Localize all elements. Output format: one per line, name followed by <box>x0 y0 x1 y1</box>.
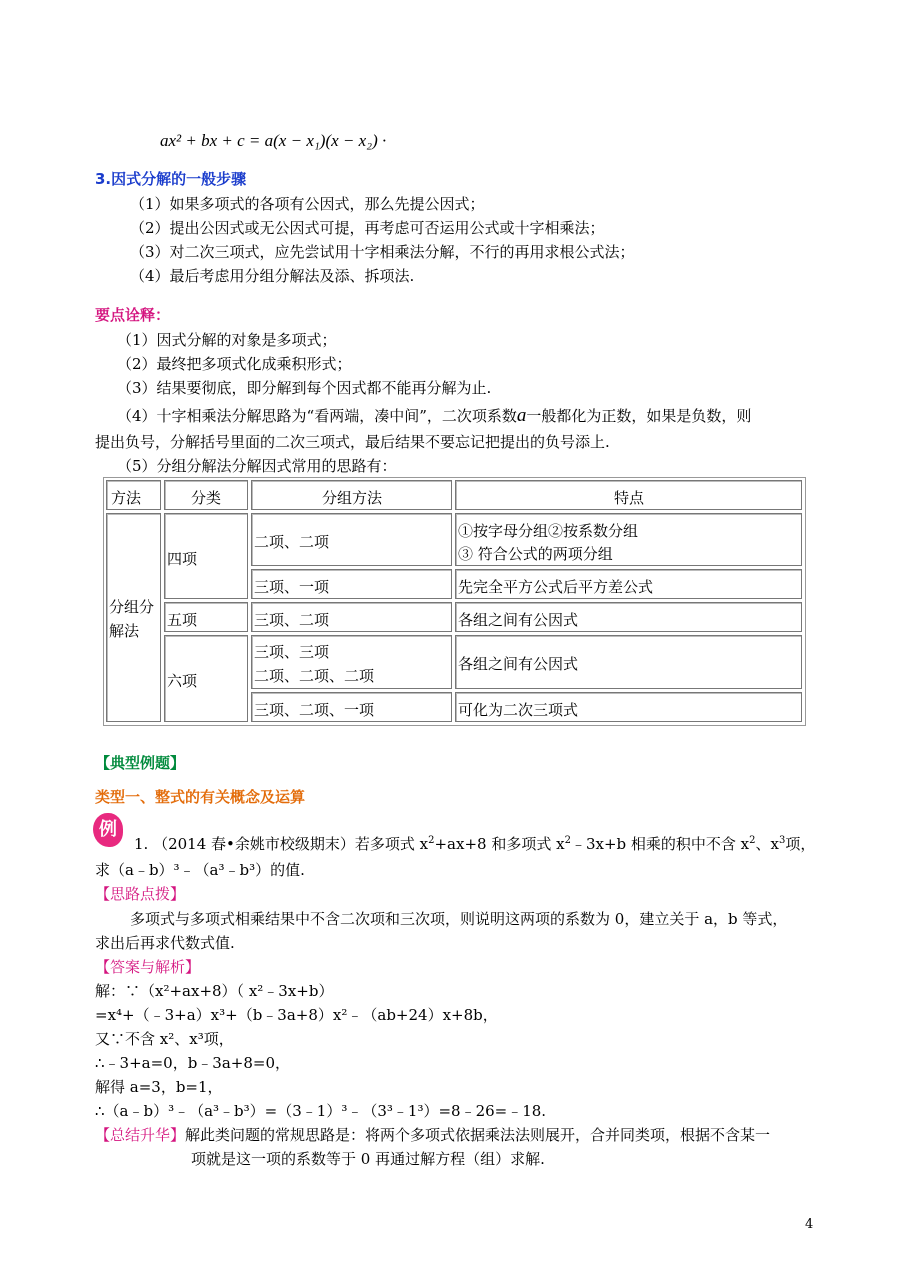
example-badge: 例 <box>93 813 123 847</box>
row3-feature: 各组之间有公因式 <box>455 602 802 632</box>
grouping-method-table <box>103 477 806 726</box>
row1-feature: ①按字母分组②按系数分组 ③ 符合公式的两项分组 <box>455 513 802 566</box>
row1-group: 二项、二项 <box>251 513 452 566</box>
row4-group: 三项、三项 二项、二项、二项 <box>251 635 452 689</box>
formula-body: ax² + bx + c = a(x − x₁)(x − x₂) <box>160 131 378 150</box>
header-category: 分类 <box>164 480 248 510</box>
row2-group: 三项、一项 <box>251 569 452 599</box>
note-5: （5）分组分解法分解因式常用的思路有： <box>117 457 397 475</box>
step-3: （3）对二次三项式，应先尝试用十字相乘法分解，不行的再用求根公式法； <box>130 243 635 261</box>
step-1: （1）如果多项式的各项有公因式，那么先提公因式； <box>130 195 485 213</box>
note-4-part-a: （4）十字相乘法分解思路为“看两端，凑中间”，二次项系数 <box>117 407 517 425</box>
note-4-part-b: 一般都化为正数，如果是负数，则 <box>526 407 752 425</box>
solution-line1: 解：∵（x²+ax+8）（ x²﹣3x+b） <box>95 982 334 1000</box>
row2-feature: 先完全平方公式后平方差公式 <box>455 569 802 599</box>
step-2: （2）提出公因式或无公因式可提，再考虑可否运用公式或十字相乘法； <box>130 219 605 237</box>
question-line2: 求（a﹣b）³﹣（a³﹣b³）的值. <box>95 861 305 879</box>
category-five-terms: 五项 <box>164 602 248 632</box>
solution-line3: 又∵不含 x²、x³项， <box>95 1030 234 1048</box>
row5-feature: 可化为二次三项式 <box>455 692 802 722</box>
hint-title: 【思路点拨】 <box>95 885 186 903</box>
category-four-terms: 四项 <box>164 513 248 599</box>
method-cell: 分组分 解法 <box>106 513 161 722</box>
question-line1: 1. （2014 春•余姚市校级期末）若多项式 $x^2+ax+8$ 和多项式 $x^2﹣3x+b$ 相乘的积中不含 $x^2$、$x^3$项， <box>134 835 816 853</box>
header-method: 方法 <box>106 480 161 510</box>
note-4-line1 <box>117 405 751 427</box>
row3-group: 三项、二项 <box>251 602 452 632</box>
hint-line1: 多项式与多项式相乘结果中不含二次项和三次项，则说明这两项的系数为 0，建立关于 a，b 等式， <box>130 910 788 928</box>
hint-line2: 求出后再求代数式值. <box>95 934 235 952</box>
answer-title: 【答案与解析】 <box>95 958 201 976</box>
note-1: （1）因式分解的对象是多项式； <box>117 331 337 349</box>
header-feature: 特点 <box>455 480 802 510</box>
q-part-4: 、x <box>755 835 779 853</box>
solution-line5: 解得 a=3，b=1， <box>95 1078 223 1096</box>
typical-examples-heading: 【典型例题】 <box>95 754 186 772</box>
q-part-3: ﹣3x+b 相乘的积中不含 x <box>570 835 750 853</box>
solution-line4: ∴﹣3+a=0，b﹣3a+8=0， <box>95 1054 291 1072</box>
coefficient-a: a <box>516 405 527 426</box>
note-4-line2: 提出负号，分解括号里面的二次三项式，最后结果不要忘记把提出的负号添上. <box>95 433 610 451</box>
row5-group: 三项、二项、一项 <box>251 692 452 722</box>
page-number: 4 <box>805 1217 814 1232</box>
formula-tail: · <box>382 131 387 150</box>
solution-line2: =x⁴+（﹣3+a）x³+（b﹣3a+8）x²﹣（ab+24）x+8b， <box>95 1006 498 1024</box>
row4-feature: 各组之间有公因式 <box>455 635 802 689</box>
category-six-terms: 六项 <box>164 635 248 722</box>
summary-title: 【总结升华】 <box>95 1126 186 1144</box>
q-part-5: 项， <box>785 835 816 853</box>
notes-title: 要点诠释： <box>95 306 171 324</box>
q-part-1: 1. （2014 春•余姚市校级期末）若多项式 x <box>134 835 429 853</box>
section-3-title: 3.因式分解的一般步骤 <box>95 170 247 188</box>
q-part-2: +ax+8 和多项式 x <box>434 835 565 853</box>
header-grouping: 分组方法 <box>251 480 452 510</box>
summary-line1 <box>95 1124 770 1145</box>
note-2: （2）最终把多项式化成乘积形式； <box>117 355 352 373</box>
note-3: （3）结果要彻底，即分解到每个因式都不能再分解为止. <box>117 379 492 397</box>
root-factor-formula <box>160 131 386 151</box>
solution-line6: ∴（a﹣b）³﹣（a³﹣b³）=（3﹣1）³﹣（3³﹣1³）=8﹣26=﹣18. <box>95 1102 547 1120</box>
type-1-title: 类型一、整式的有关概念及运算 <box>95 788 306 806</box>
summary-line2: 项就是这一项的系数等于 0 再通过解方程（组）求解. <box>191 1150 545 1168</box>
summary-text-1: 解此类问题的常规思路是：将两个多项式依据乘法法则展开，合并同类项，根据不含某一 <box>185 1126 771 1144</box>
step-4: （4）最后考虑用分组分解法及添、拆项法. <box>130 267 415 285</box>
